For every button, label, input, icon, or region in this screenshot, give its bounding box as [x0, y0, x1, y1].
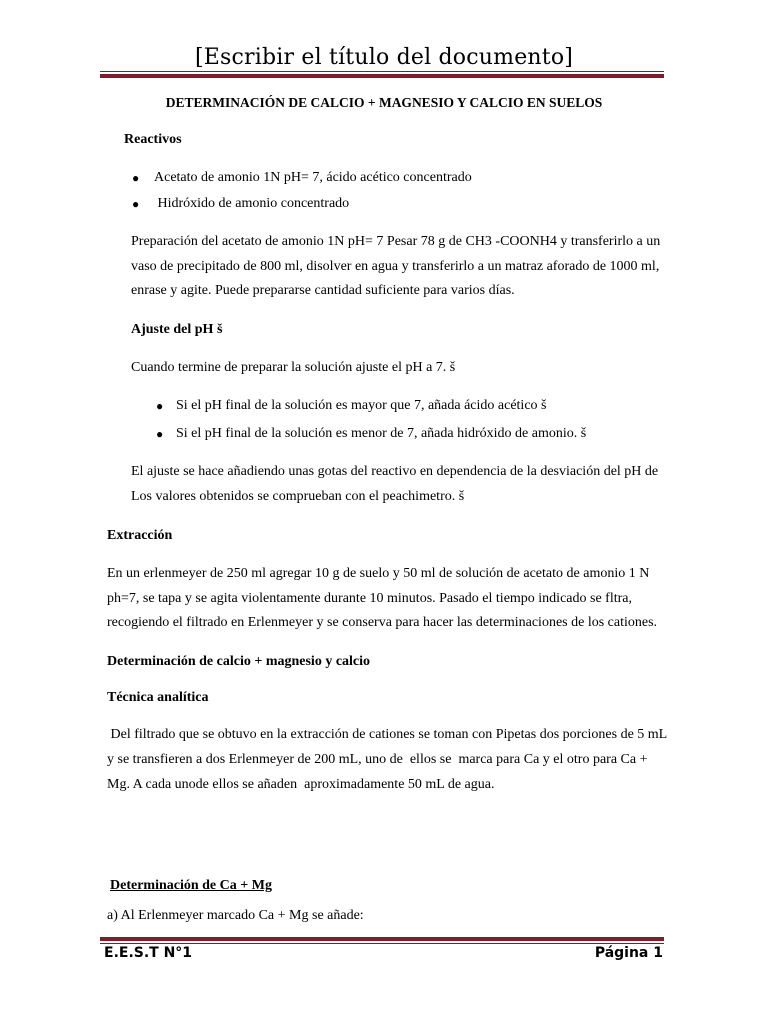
bullet-icon: ●	[156, 427, 164, 441]
footer-page-number: Página 1	[594, 945, 663, 961]
footer-left: E.E.S.T N°1	[104, 945, 193, 961]
header-rule-thick	[100, 74, 664, 78]
reactivos-heading: Reactivos	[124, 132, 182, 147]
prep-line: enrase y agite. Puede prepararse cantidad suficiente para varios días.	[131, 283, 515, 298]
extraccion-line: En un erlenmeyer de 250 ml agregar 10 g de suelo y 50 ml de solución de acetato de amonio 1 N	[107, 566, 650, 581]
prep-line: vaso de precipitado de 800 ml, disolver en agua y transferirlo a un matraz aforado de 1000 ml,	[131, 259, 660, 274]
reactivos-item: Hidróxido de amonio concentrado	[154, 196, 350, 211]
ajuste-intro: Cuando termine de preparar la solución ajuste el pH a 7. š	[131, 360, 456, 375]
document-main-title: DETERMINACIÓN DE CALCIO + MAGNESIO Y CALCIO EN SUELOS	[165, 95, 603, 110]
extraccion-line: ph=7, se tapa y se agita violentamente durante 10 minutos. Pasado el tiempo indicado se fltra,	[107, 591, 632, 606]
ajuste-line: El ajuste se hace añadiendo unas gotas del reactivo en dependencia de la desviación del pH de	[131, 464, 659, 479]
extraccion-heading: Extracción	[107, 528, 173, 543]
tecnica-line: Mg. A cada unode ellos se añaden aproximadamente 50 mL de agua.	[107, 777, 495, 792]
ajuste-line: Los valores obtenidos se comprueban con el peachimetro. š	[131, 489, 465, 504]
footer-rule-thick	[100, 937, 664, 941]
determinacion-heading: Determinación de calcio + magnesio y calcio	[107, 654, 371, 669]
camg-heading: Determinación de Ca + Mg	[110, 878, 272, 893]
ajuste-item: Si el pH final de la solución es menor de 7, añada hidróxido de amonio. š	[176, 426, 587, 441]
tecnica-heading: Técnica analítica	[107, 690, 209, 705]
prep-line: Preparación del acetato de amonio 1N pH= 7 Pesar 78 g de CH3 -COONH4 y transferirlo a un	[131, 234, 661, 249]
extraccion-line: recogiendo el filtrado en Erlenmeyer y se conserva para hacer las determinaciones de los cationes.	[107, 615, 658, 630]
document-header-title: [Escribir el título del documento]	[194, 45, 574, 70]
camg-line: a) Al Erlenmeyer marcado Ca + Mg se añade:	[107, 908, 364, 923]
tecnica-line: y se transfieren a dos Erlenmeyer de 200 mL, uno de ellos se marca para Ca y el otro para Ca +	[107, 752, 648, 767]
tecnica-line: Del filtrado que se obtuvo en la extracción de cationes se toman con Pipetas dos porciones de 5 mL	[107, 727, 668, 742]
bullet-icon: ●	[156, 399, 164, 413]
ajuste-item: Si el pH final de la solución es mayor que 7, añada ácido acético š	[176, 398, 547, 413]
ajuste-heading: Ajuste del pH š	[131, 322, 223, 337]
header-rule-thin	[100, 71, 664, 72]
reactivos-item: Acetato de amonio 1N pH= 7, ácido acético concentrado	[154, 170, 472, 185]
bullet-icon: ●	[132, 171, 140, 185]
bullet-icon: ●	[132, 197, 140, 211]
